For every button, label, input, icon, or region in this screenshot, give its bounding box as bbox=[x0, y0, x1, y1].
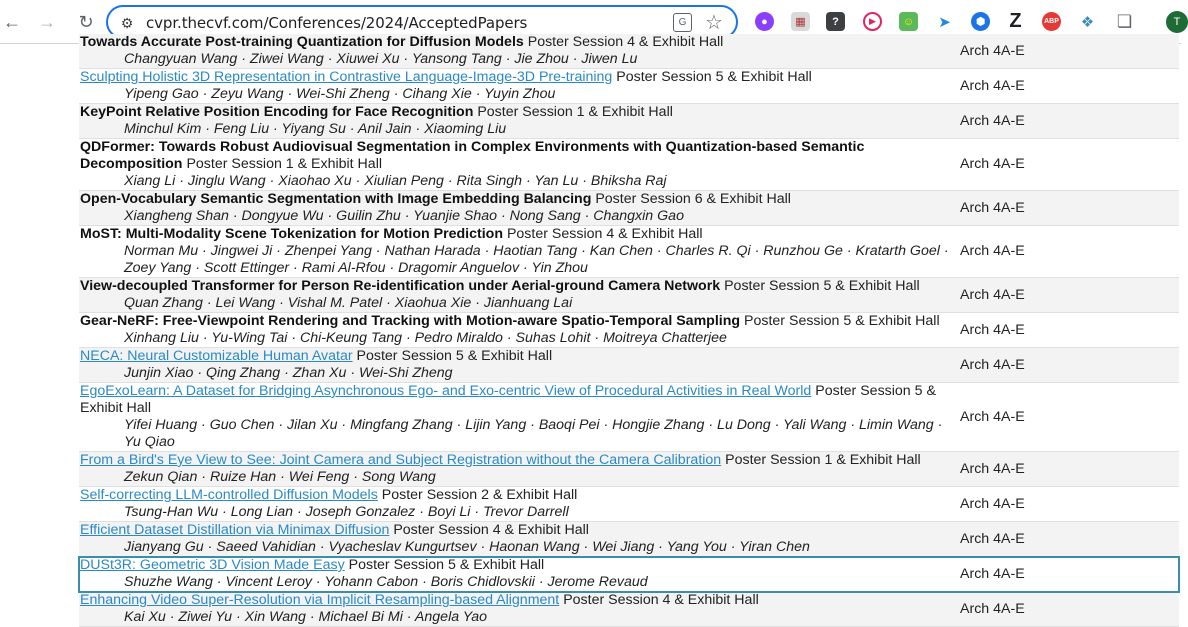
paper-title: Open-Vocabulary Semantic Segmentation with Image Embedding Balancing bbox=[80, 191, 592, 207]
paper-cell bbox=[79, 278, 957, 313]
author-list: Junjin Xiao · Qing Zhang · Zhan Xu · Wei-Shi Zheng bbox=[124, 365, 453, 381]
poster-session: Poster Session 5 & Exhibit Hall bbox=[616, 69, 812, 85]
paper-cell bbox=[79, 383, 957, 452]
puzzle-extensions-icon[interactable]: ❏ bbox=[1116, 11, 1133, 31]
paper-title-link[interactable]: Sculpting Holistic 3D Representation in Contrastive Language-Image-3D Pre-training bbox=[80, 69, 613, 85]
author-list: Xiang Li · Jinglu Wang · Xiaohao Xu · Xiulian Peng · Rita Singh · Yan Lu · Bhiksha Raj bbox=[124, 173, 667, 189]
poster-session: Poster Session 5 & Exhibit Hall bbox=[724, 278, 920, 294]
table-row bbox=[79, 191, 1179, 226]
table-row bbox=[79, 522, 1179, 557]
paper-cell bbox=[79, 313, 957, 348]
paper-cell bbox=[79, 34, 957, 69]
table-row bbox=[79, 348, 1179, 383]
location-cell: Arch 4A-E bbox=[960, 199, 1025, 216]
translate-icon[interactable]: G bbox=[673, 13, 692, 32]
paper-cell bbox=[79, 104, 957, 139]
location-cell: Arch 4A-E bbox=[960, 321, 1025, 338]
paper-title-link[interactable]: Efficient Dataset Distillation via Minimax Diffusion bbox=[80, 522, 390, 538]
poster-session: Poster Session 5 & Exhibit Hall bbox=[356, 348, 553, 364]
table-row bbox=[79, 487, 1179, 522]
paper-cell bbox=[79, 139, 957, 191]
author-list: Kai Xu · Ziwei Yu · Xin Wang · Michael Bi Mi · Angela Yao bbox=[124, 609, 487, 625]
location-cell: Arch 4A-E bbox=[960, 112, 1025, 129]
reload-icon[interactable]: ↻ bbox=[78, 12, 94, 32]
location-cell: Arch 4A-E bbox=[960, 600, 1025, 617]
paper-title: KeyPoint Relative Position Encoding for Face Recognition bbox=[80, 104, 474, 120]
table-row bbox=[79, 104, 1179, 139]
zotero-z-icon[interactable]: Z bbox=[1006, 12, 1025, 31]
question-extension-icon[interactable]: ? bbox=[826, 12, 845, 31]
location-cell: Arch 4A-E bbox=[960, 77, 1025, 94]
table-row bbox=[79, 34, 1179, 69]
poster-session: Poster Session 4 & Exhibit Hall bbox=[527, 34, 724, 50]
poster-session: Poster Session 1 & Exhibit Hall bbox=[186, 156, 383, 172]
paper-title: MoST: Multi-Modality Scene Tokenization for Motion Prediction bbox=[80, 226, 503, 242]
purple-ring-extension-icon[interactable]: ● bbox=[755, 12, 774, 31]
location-cell: Arch 4A-E bbox=[960, 286, 1025, 303]
paper-title: QDFormer: Towards Robust Audiovisual Segmentation in Complex Environments with Quantization-based Semantic Decomposition bbox=[80, 139, 865, 172]
location-cell: Arch 4A-E bbox=[960, 530, 1025, 547]
author-list: Quan Zhang · Lei Wang · Vishal M. Patel · Xiaohua Xie · Jianhuang Lai bbox=[124, 295, 573, 311]
author-list: Tsung-Han Wu · Long Lian · Joseph Gonzalez · Boyi Li · Trevor Darrell bbox=[124, 504, 569, 520]
author-list: Xiangheng Shan · Dongyue Wu · Guilin Zhu · Yuanjie Shao · Nong Sang · Changxin Gao bbox=[124, 208, 684, 224]
author-list: Minchul Kim · Feng Liu · Yiyang Su · Anil Jain · Xiaoming Liu bbox=[124, 121, 507, 137]
paper-cell bbox=[79, 348, 957, 383]
forward-arrow-icon[interactable]: → bbox=[38, 12, 56, 32]
location-cell: Arch 4A-E bbox=[960, 565, 1025, 582]
poster-session: Poster Session 5 & Exhibit Hall bbox=[80, 383, 936, 416]
paper-cell bbox=[79, 592, 957, 627]
accepted-papers-table bbox=[79, 34, 1179, 627]
paper-title: Gear-NeRF: Free-Viewpoint Rendering and Tracking with Motion-aware Spatio-Temporal Sampling bbox=[80, 313, 741, 329]
table-row bbox=[79, 383, 1179, 452]
poster-session: Poster Session 5 & Exhibit Hall bbox=[348, 557, 545, 573]
back-arrow-icon[interactable]: ← bbox=[3, 12, 21, 32]
poster-session: Poster Session 4 & Exhibit Hall bbox=[393, 522, 589, 538]
stack-extension-icon[interactable]: ❖ bbox=[1078, 12, 1097, 31]
author-list: Zekun Qian · Ruize Han · Wei Feng · Song Wang bbox=[124, 469, 436, 485]
location-cell: Arch 4A-E bbox=[960, 495, 1025, 512]
image-extension-icon[interactable]: ▦ bbox=[791, 12, 810, 31]
paper-cell bbox=[79, 487, 957, 522]
play-record-extension-icon[interactable]: ▶ bbox=[863, 12, 882, 31]
author-list: Jianyang Gu · Saeed Vahidian · Vyacheslav Kungurtsev · Haonan Wang · Wei Jiang · Yang You · Yiran Chen bbox=[124, 539, 810, 555]
table-row bbox=[79, 592, 1179, 627]
poster-session: Poster Session 1 & Exhibit Hall bbox=[725, 452, 921, 468]
bookmark-star-icon[interactable]: ☆ bbox=[705, 12, 723, 34]
paper-title-link[interactable]: Enhancing Video Super-Resolution via Implicit Resampling-based Alignment bbox=[80, 592, 560, 608]
smiley-extension-icon[interactable]: ☺ bbox=[899, 12, 918, 31]
poster-session: Poster Session 1 & Exhibit Hall bbox=[477, 104, 673, 120]
poster-session: Poster Session 6 & Exhibit Hall bbox=[595, 191, 791, 207]
location-cell: Arch 4A-E bbox=[960, 42, 1025, 59]
adblock-plus-icon[interactable]: ABP bbox=[1042, 12, 1061, 31]
table-row bbox=[79, 139, 1179, 191]
paper-cell bbox=[79, 191, 957, 226]
paper-title-link[interactable]: Self-correcting LLM-controlled Diffusion Models bbox=[80, 487, 378, 503]
table-row bbox=[79, 557, 1179, 592]
page-content bbox=[0, 34, 1181, 625]
author-list: Yifei Huang · Guo Chen · Jilan Xu · Mingfang Zhang · Lijin Yang · Baoqi Pei · Hongjie Zhang · Lu Dong · Yali Wang · Limin Wang · Yu Qiao bbox=[124, 417, 943, 450]
paper-title-link[interactable]: From a Bird's Eye View to See: Joint Camera and Subject Registration without the Camera Calibration bbox=[80, 452, 722, 468]
paper-cell bbox=[79, 557, 957, 592]
location-cell: Arch 4A-E bbox=[960, 408, 1025, 425]
author-list: Norman Mu · Jingwei Ji · Zhenpei Yang · Nathan Harada · Haotian Tang · Kan Chen · Charles R. Qi · Runzhou Ge · Kratarth Goel · Zoey Yang · Scott Ettinger · Rami Al-Rfou · Dragomir Anguelov · Yin Zhou bbox=[124, 243, 949, 276]
paper-cell bbox=[79, 452, 957, 487]
location-cell: Arch 4A-E bbox=[960, 356, 1025, 373]
url-text[interactable]: cvpr.thecvf.com/Conferences/2024/AcceptedPapers bbox=[146, 14, 528, 32]
location-cell: Arch 4A-E bbox=[960, 243, 1025, 259]
paper-cell bbox=[79, 522, 957, 557]
poster-session: Poster Session 4 & Exhibit Hall bbox=[506, 226, 703, 242]
table-row bbox=[79, 69, 1179, 104]
table-row bbox=[79, 452, 1179, 487]
paper-title-link[interactable]: EgoExoLearn: A Dataset for Bridging Asynchronous Ego- and Exo-centric View of Procedural Activities in Real World bbox=[80, 383, 812, 399]
paper-plane-extension-icon[interactable]: ➤ bbox=[935, 12, 954, 31]
author-list: Yipeng Gao · Zeyu Wang · Wei-Shi Zheng · Cihang Xie · Yuyin Zhou bbox=[124, 86, 556, 102]
paper-title: Towards Accurate Post-training Quantization for Diffusion Models bbox=[80, 34, 524, 50]
author-list: Changyuan Wang · Ziwei Wang · Xiuwei Xu · Yansong Tang · Jie Zhou · Jiwen Lu bbox=[124, 51, 638, 67]
location-cell: Arch 4A-E bbox=[960, 460, 1025, 477]
paper-cell bbox=[79, 69, 957, 104]
paper-title-link[interactable]: NECA: Neural Customizable Human Avatar bbox=[80, 348, 353, 364]
poster-session: Poster Session 2 & Exhibit Hall bbox=[381, 487, 578, 503]
author-list: Shuzhe Wang · Vincent Leroy · Yohann Cabon · Boris Chidlovskii · Jerome Revaud bbox=[124, 574, 648, 590]
poster-session: Poster Session 4 & Exhibit Hall bbox=[563, 592, 759, 608]
table-row bbox=[79, 313, 1179, 348]
location-cell: Arch 4A-E bbox=[960, 156, 1025, 172]
paper-title-link[interactable]: DUSt3R: Geometric 3D Vision Made Easy bbox=[80, 557, 345, 573]
site-info-icon[interactable]: ⚙ bbox=[120, 14, 134, 31]
table-row bbox=[79, 226, 1179, 278]
paper-title: View-decoupled Transformer for Person Re-identification under Aerial-ground Camera Network bbox=[80, 278, 721, 294]
author-list: Xinhang Liu · Yu-Wing Tai · Chi-Keung Tang · Pedro Miraldo · Suhas Lohit · Moitreya Chatterjee bbox=[124, 330, 727, 346]
poster-session: Poster Session 5 & Exhibit Hall bbox=[744, 313, 940, 329]
paper-cell bbox=[79, 226, 957, 278]
table-row bbox=[79, 278, 1179, 313]
profile-avatar[interactable]: T bbox=[1166, 11, 1188, 33]
blue-hexagon-extension-icon[interactable]: ⬢ bbox=[971, 12, 990, 31]
